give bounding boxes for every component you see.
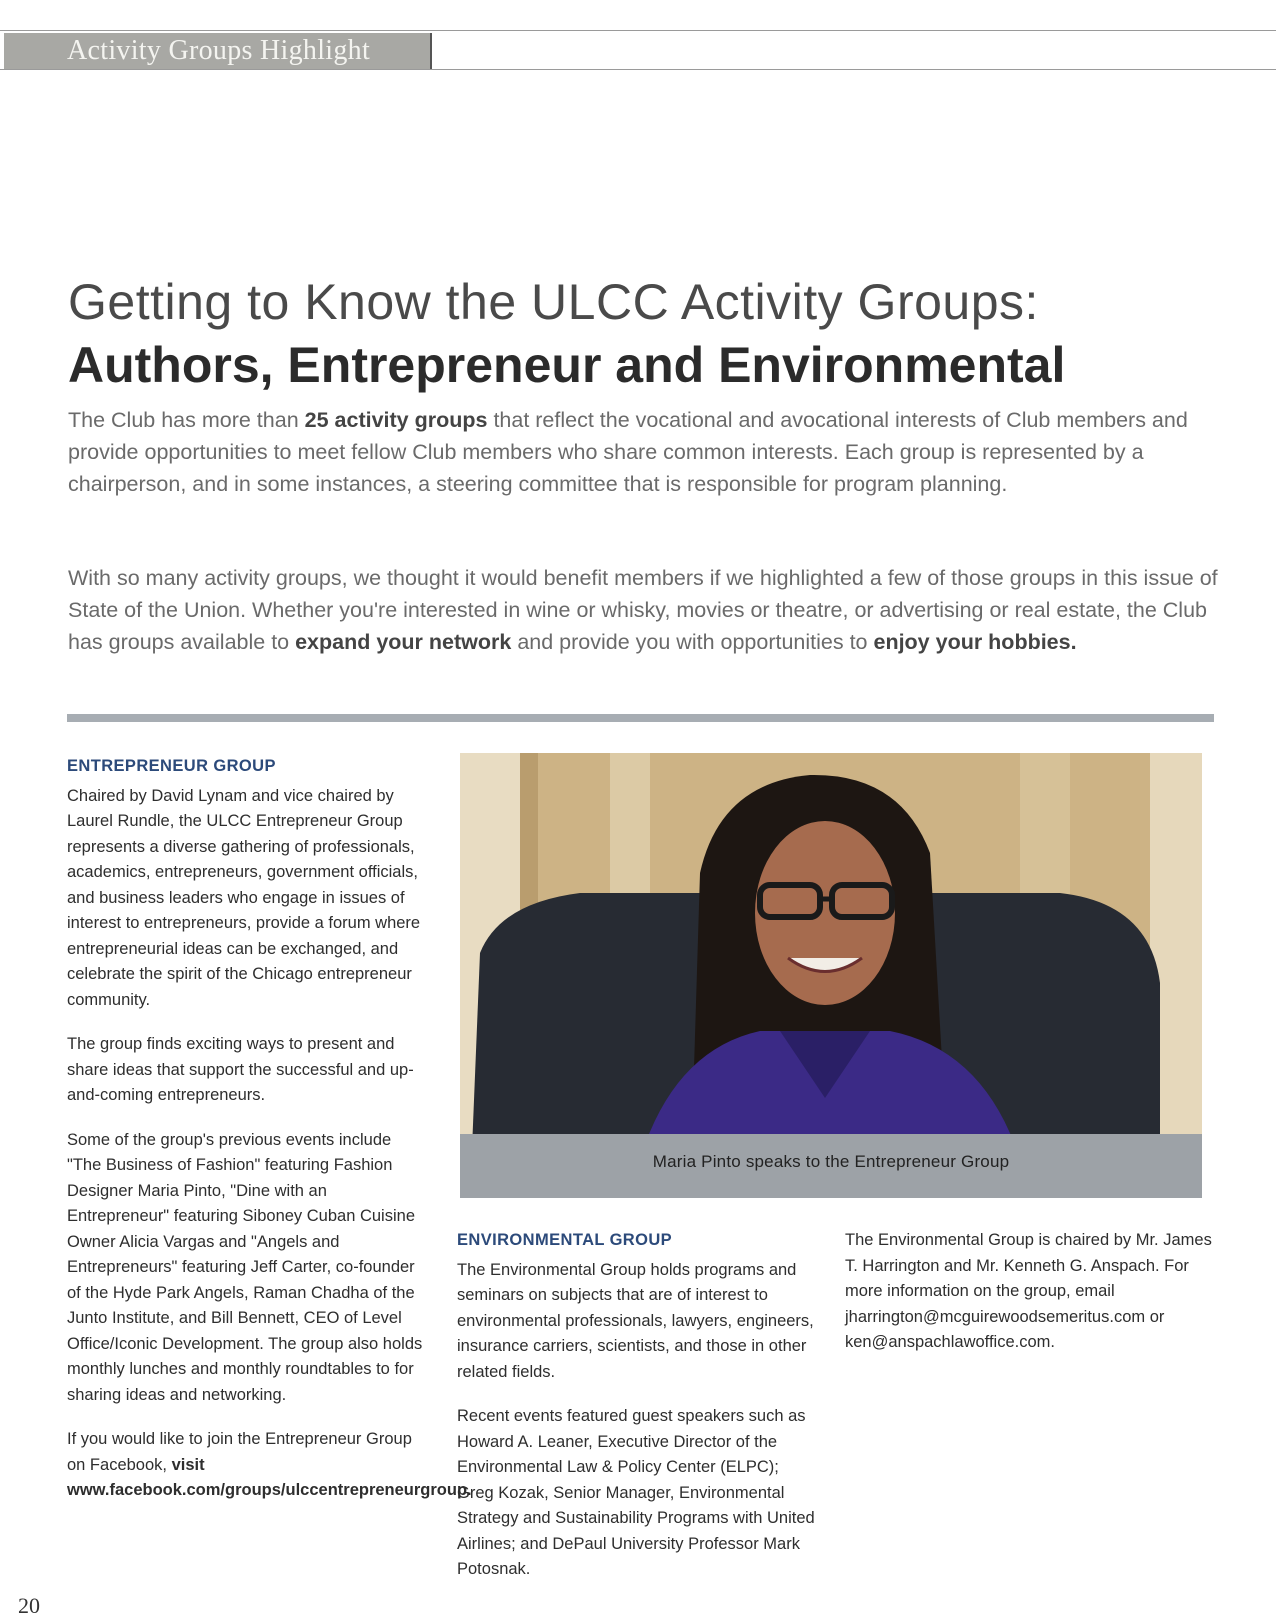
environmental-paragraph-3: The Environmental Group is chaired by Mr. James T. Harrington and Mr. Kenneth G. Anspach. For more information on the group, email jharrington@mcguirewoodsemeritus.com or ken@anspachlawoffice.com. bbox=[845, 1231, 1212, 1351]
entrepreneur-paragraph-2: The group finds exciting ways to present and share ideas that support the successful and up-and-coming entrepreneurs. bbox=[67, 1035, 414, 1104]
environmental-contact-column bbox=[845, 1228, 1215, 1375]
article-title-line1: Getting to Know the ULCC Activity Groups: bbox=[68, 273, 1039, 330]
environmental-column bbox=[457, 1228, 817, 1602]
environmental-heading: ENVIRONMENTAL GROUP bbox=[457, 1231, 673, 1249]
header-top-rule bbox=[0, 30, 1276, 31]
intro-paragraph-1: The Club has more than 25 activity groups that reflect the vocational and avocational interests of Club members and provide opportunities to meet fellow Club members who share common interests. Each group is represented by a chairperson, and in some instances, a steering committee that is responsible for program planning. bbox=[68, 408, 1188, 496]
environmental-paragraph-1: The Environmental Group holds programs and seminars on subjects that are of interest to environmental professionals, lawyers, engineers, insurance carriers, scientists, and those in other related fields. bbox=[457, 1260, 814, 1381]
entrepreneur-heading: ENTREPRENEUR GROUP bbox=[67, 757, 276, 775]
page-number: 20 bbox=[18, 1593, 40, 1618]
speaker-photo-illustration bbox=[460, 753, 1202, 1198]
entrepreneur-paragraph-3: Some of the group's previous events include "The Business of Fashion" featuring Fashion Designer Maria Pinto, "Dine with an Entrepreneur" featuring Siboney Cuban Cuisine Owner Alicia Vargas and "Angels and Entrepreneurs" featuring Jeff Carter, co-founder of the Hyde Park Angels, Raman Chadha of the Junto Institute, and Bill Bennett, CEO of Level Office/Iconic Development. The group also holds monthly lunches and monthly roundtables to for sharing ideas and networking. bbox=[67, 1130, 423, 1404]
photo-caption-bar bbox=[460, 1134, 1202, 1198]
speaker-photo bbox=[460, 753, 1202, 1198]
photo-caption: Maria Pinto speaks to the Entrepreneur Group bbox=[652, 1152, 1010, 1171]
entrepreneur-column bbox=[67, 754, 472, 1523]
facebook-link[interactable]: visit www.facebook.com/groups/ulccentrepreneurgroup. bbox=[67, 1455, 472, 1499]
section-tab bbox=[4, 33, 432, 70]
entrepreneur-paragraph-1: Chaired by David Lynam and vice chaired by Laurel Rundle, the ULCC Entrepreneur Group represents a diverse gathering of professionals, academics, entrepreneurs, government officials, and business leaders who engage in issues of interest to entrepreneurs, provide a forum where entrepreneurial ideas can be exchanged, and celebrate the spirit of the Chicago entrepreneur community. bbox=[67, 786, 421, 1009]
intro-paragraph-2: With so many activity groups, we thought it would benefit members if we highlighted a few of those groups in this issue of State of the Union. Whether you're interested in wine or whisky, movies or theatre, or advertising or real estate, the Club has groups available to expand your network and provide you with opportunities to enjoy your hobbies. bbox=[68, 566, 1218, 654]
entrepreneur-paragraph-4: If you would like to join the Entrepreneur Group on Facebook, visit www.facebook.com/groups/ulccentrepreneurgroup. bbox=[67, 1430, 472, 1499]
section-label: Activity Groups Highlight bbox=[67, 35, 371, 66]
environmental-paragraph-2: Recent events featured guest speakers such as Howard A. Leaner, Executive Director of the Environmental Law & Policy Center (ELPC); Greg Kozak, Senior Manager, Environmental Strategy and Sustainability Programs with United Airlines; and DePaul University Professor Mark Potosnak. bbox=[457, 1407, 815, 1578]
header-bottom-rule bbox=[0, 69, 1276, 70]
section-divider bbox=[67, 714, 1214, 722]
article-title-line2: Authors, Entrepreneur and Environmental bbox=[68, 336, 1066, 393]
